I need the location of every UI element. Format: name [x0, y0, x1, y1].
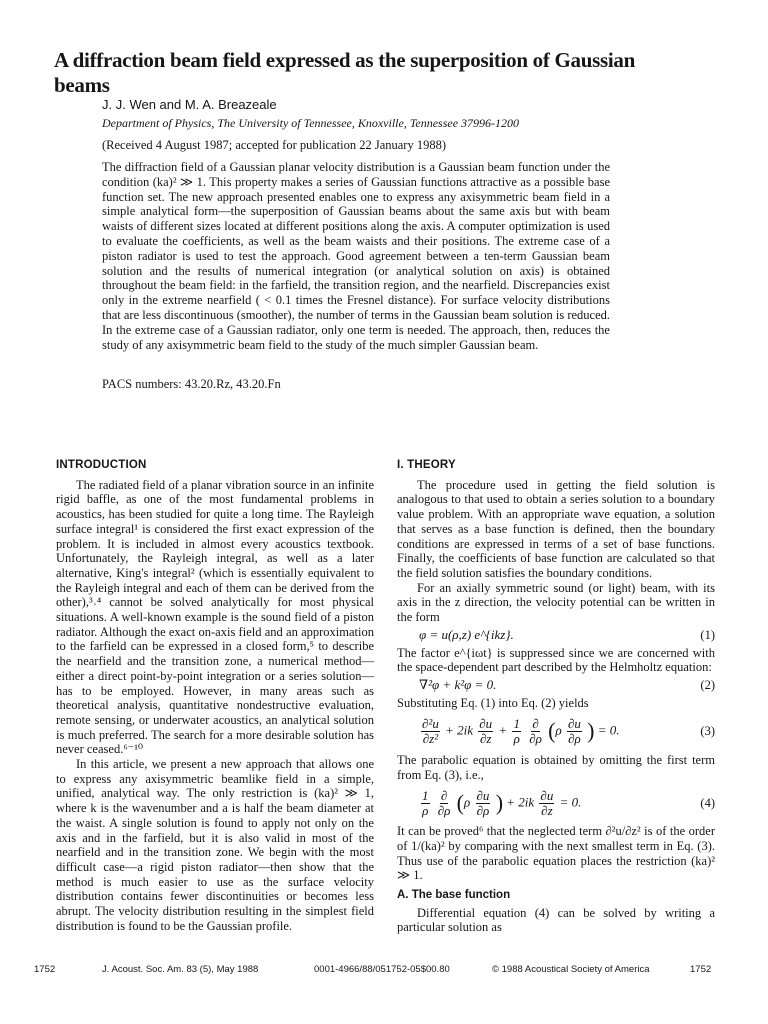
equation-2-number: (2) [700, 678, 715, 693]
left-column [56, 458, 374, 934]
theory-paragraph-2: For an axially symmetric sound (or light) beam, with its axis in the z direction, the velocity potential can be written in the form [397, 580, 715, 625]
theory-paragraph-3: The factor e^{iωt} is suppressed since we are concerned with the space-dependent part described by the Helmholtz equation: [397, 645, 715, 675]
equation-2 [397, 676, 715, 695]
footer-page-number-left: 1752 [34, 964, 56, 975]
introduction-heading: INTRODUCTION [56, 459, 147, 471]
equation-4-body: $\frac{1}{\rho}$ $\frac{\partial}{\partial\rho}$ (ρ $\frac{\partial u}{\partial\rho}$ ) + 2ik $\frac{\partial u}{\partial z}$ = 0. [422, 787, 582, 818]
footer-journal-citation: J. Acoust. Soc. Am. 83 (5), May 1988 [102, 964, 259, 975]
pacs-numbers: PACS numbers: 43.20.Rz, 43.20.Fn [102, 377, 281, 391]
equation-3-number: (3) [700, 724, 715, 739]
equation-1-body: φ = u(ρ,z) e^{ikz}. [419, 626, 514, 642]
abstract: The diffraction field of a Gaussian planar velocity distribution is a Gaussian beam function under the condition (ka)² ≫ 1. This property makes a series of Gaussian functions attractive as a possible base function set. The new approach presented enables one to express any axisymmetric beam field in a simple analytical form—the superposition of Gaussian beams about the same axis but with beam waists of different sizes located at different positions along the axis. A computer optimization is used to evaluate the coefficients, as well as the beam waists and their positions. The extreme case of a piston radiator is used to test the approach. Good agreement between a ten-term Gaussian beam solution and the results of numerical integration (or analytical solution on axis) is obtained throughout the beam field: in the farfield, the transition region, and the nearfield. Discrepancies exist only in the extreme nearfield ( < 0.1 times the Fresnel distance). For surface velocity distributions that are less discontinuous (smoother), the number of terms in the Gaussian beam solution is reduced. In the extreme case of a Gaussian radiator, only one term is needed. The approach, then, reduces the study of any axisymmetric beam field to the study of the much simpler Gaussian beam. [102, 160, 610, 352]
theory-paragraph-5: The parabolic equation is obtained by omitting the first term from Eq. (3), i.e., [397, 752, 715, 782]
introduction-paragraph-2: In this article, we present a new approach that allows one to express any axisymmetric beamlike field in a simple, unified, analytical way. The only restriction is (ka)² ≫ 1, where k is the wavenumber and a is half the beam diameter at the waist. A single solution is found to apply not only on the axis and in the farfield, but it is also valid in most of the nearfield and in the transition zone. We begin with the most difficult case—a rigid piston radiator—then show that the method is much easier to use as the surface velocity distribution contains fewer discontinuities or becomes less abrupt. The velocity distribution resulting in the simplest field distribution is found to be the Gaussian profile. [56, 757, 374, 933]
right-column [397, 458, 715, 935]
equation-4 [397, 783, 715, 823]
equation-1 [397, 626, 715, 645]
footer-copyright: © 1988 Acoustical Society of America [492, 964, 650, 975]
received-dates: (Received 4 August 1987; accepted for publication 22 January 1988) [102, 138, 447, 152]
base-function-subheading: A. The base function [397, 889, 511, 902]
theory-paragraph-6: It can be proved⁶ that the neglected term ∂²u/∂z² is of the order of 1/(ka)² by comparing with the next smallest term in Eq. (3). Thus use of the parabolic equation places the restriction (ka)² ≫ 1. [397, 824, 715, 883]
theory-paragraph-4: Substituting Eq. (1) into Eq. (2) yields [397, 696, 589, 711]
theory-paragraph-7: Differential equation (4) can be solved by writing a particular solution as [397, 905, 715, 935]
paper-title: A diffraction beam field expressed as the superposition of Gaussian beams [54, 48, 635, 97]
theory-heading: I. THEORY [397, 459, 456, 471]
equation-2-body: ∇²φ + k²φ = 0. [419, 677, 497, 693]
affiliation: Department of Physics, The University of Tennessee, Knoxville, Tennessee 37996-1200 [102, 116, 520, 130]
equation-3 [397, 712, 715, 752]
equation-3-body: $\frac{\text{∂²u}}{\text{∂z²}}$ + 2ik $\frac{\partial u}{\partial z}$ + $\frac{1}{\rho}$ $\frac{\partial}{\partial\rho}$ (ρ $\frac{\partial u}{\partial\rho}$ ) = 0. [422, 716, 620, 747]
theory-paragraph-1: The procedure used in getting the field solution is analogous to that used to obtain a series solution to a boundary value problem. With an appropriate wave equation, a solution that serves as a base function is defined, then the boundary conditions are expressed in terms of a set of base functions. Finally, the coefficients of base function are calculated so that the field solution satisfies the boundary conditions. [397, 477, 715, 580]
footer-document-code: 0001-4966/88/051752-05$00.80 [314, 964, 450, 975]
introduction-paragraph-1: The radiated field of a planar vibration source in an infinite rigid baffle, as one of the most fundamental problems in acoustics, has been studied for quite a long time. The Rayleigh surface integral¹ is considered the first exact expression of the problem. It is included in almost every acoustics textbook. Unfortunately, the Rayleigh integral, as well as a later alternative, King's integral² (which is essentially equivalent to the Rayleigh integral and each of them can be derived from the other),³˒⁴ cannot be solved analytically for most physical situations. A well-known example is the sound field of a piston radiator. Although the exact on-axis field and an approximation to the farfield can be expressed in a closed form,⁵ to describe the nearfield and the transition zone, a numerical method—either a direct point-by-point integration or a series solution—has to be employed. However, in many areas such as theoretical analysis, quantitative nondestructive evaluation, remote sensing, or underwater acoustics, an analytical solution is much preferred. The search for a more desirable solution has never ceased.⁶⁻¹⁰ [56, 477, 374, 757]
authors: J. J. Wen and M. A. Breazeale [102, 97, 277, 112]
equation-4-number: (4) [700, 795, 715, 810]
page-footer [0, 964, 768, 978]
equation-1-number: (1) [700, 627, 715, 642]
footer-page-number-right: 1752 [690, 964, 712, 975]
